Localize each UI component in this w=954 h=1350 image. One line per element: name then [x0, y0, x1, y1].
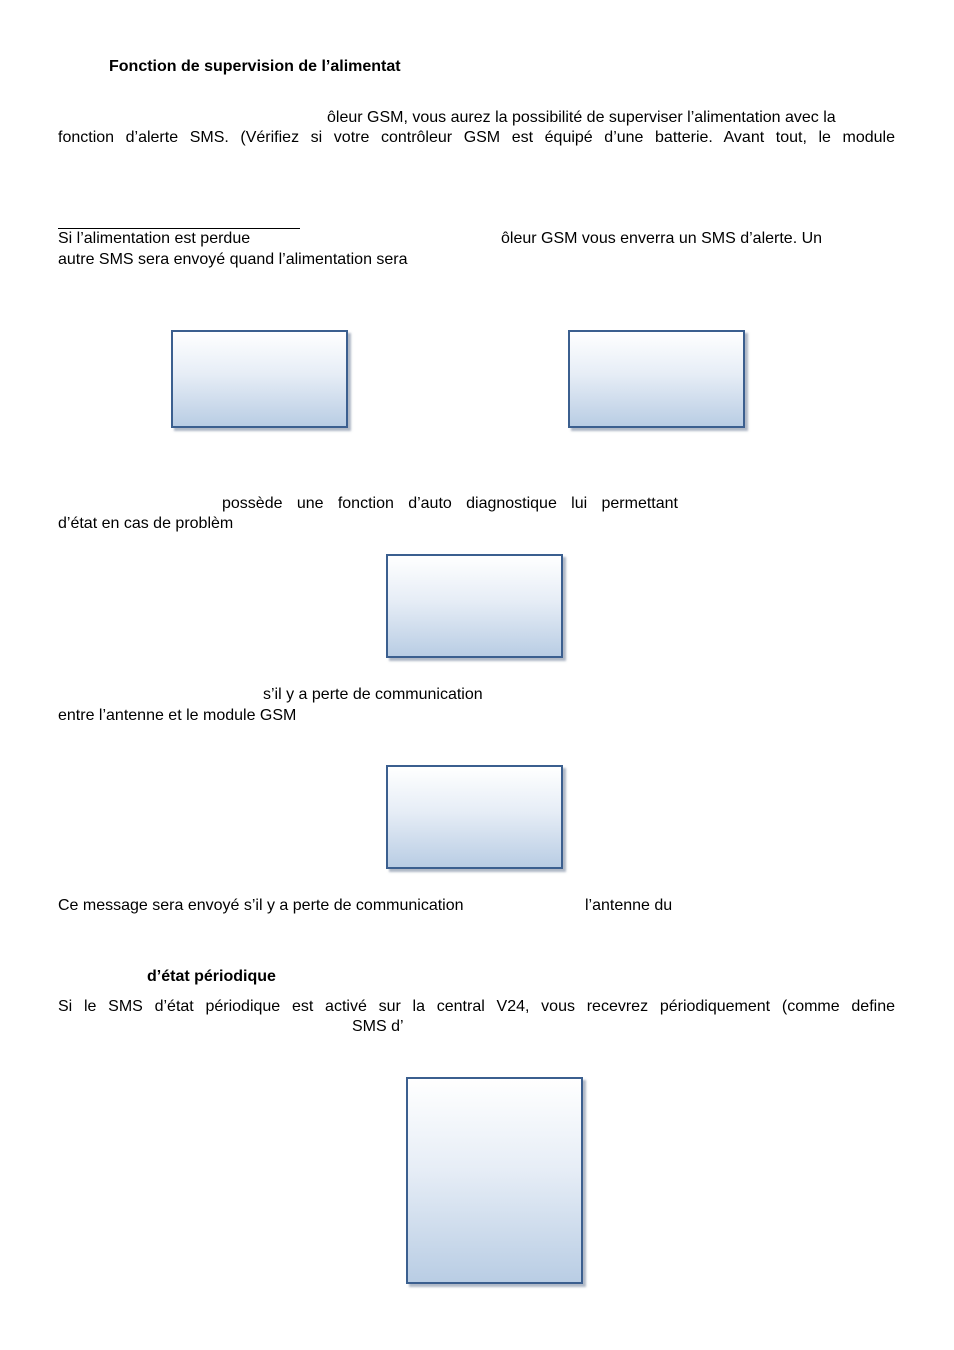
sms-box-power-lost	[171, 330, 348, 428]
periodic-para-line2: SMS d’	[352, 1018, 404, 1035]
section-heading-periodic: d’état périodique	[147, 968, 276, 985]
power-para2-line1-left: Si l’alimentation est perdue	[58, 230, 251, 247]
sms-box-periodic-status	[406, 1077, 583, 1284]
antenna-para1-line2: entre l’antenne et le module GSM	[58, 707, 297, 724]
power-para1-line1: ôleur GSM, vous aurez la possibilité de superviser l’alimentation avec la	[327, 109, 836, 126]
power-para2-line2: autre SMS sera envoyé quand l’alimentation sera	[58, 251, 408, 268]
section-heading-power: Fonction de supervision de l’alimentat	[109, 58, 401, 75]
antenna-para1-line1: s’il y a perte de communication	[263, 686, 483, 703]
periodic-para-line1: Si le SMS d’état périodique est activé sur la central V24, vous recevrez périodiquement (comme define	[58, 998, 895, 1015]
sms-box-antenna-gsm	[386, 765, 563, 869]
antenna-para2-right: l’antenne du	[585, 897, 673, 914]
power-para2-line1-right: ôleur GSM vous enverra un SMS d’alerte. Un	[501, 230, 823, 247]
diagnostic-para-line2: d’état en cas de problèm	[58, 515, 234, 532]
power-para1-line2: fonction d’alerte SMS. (Vérifiez si votre contrôleur GSM est équipé d’une batterie. Avant tout, le module	[58, 129, 895, 146]
sms-box-diagnostic	[386, 554, 563, 658]
sms-box-power-restored	[568, 330, 745, 428]
diagnostic-para-line1: possède une fonction d’auto diagnostique lui permettant	[222, 495, 678, 512]
antenna-para2-left: Ce message sera envoyé s’il y a perte de communication	[58, 897, 464, 914]
